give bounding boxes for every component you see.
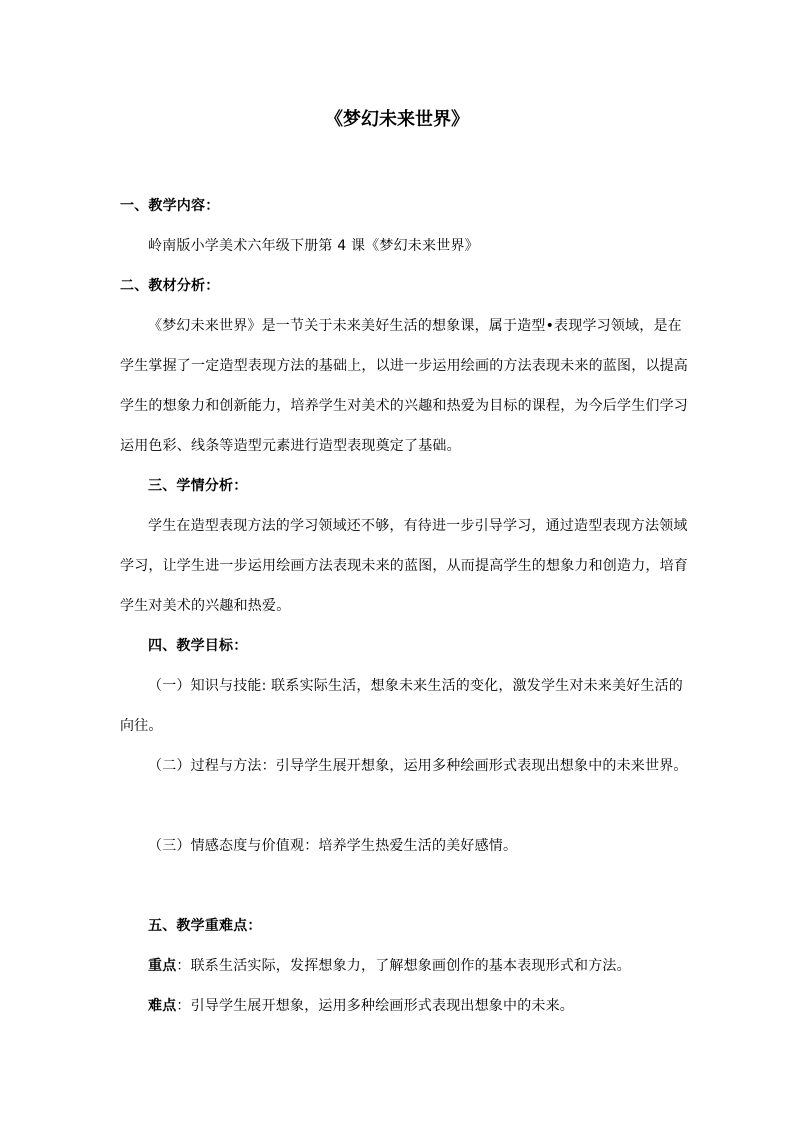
key-point-label: 重点 bbox=[148, 958, 177, 974]
goal-knowledge-line: （一）知识与技能: 联系实际生活，想象未来生活的变化，激发学生对未来美好生活的 bbox=[148, 678, 683, 694]
learners-line: 学生对美术的兴趣和热爱。 bbox=[120, 598, 291, 614]
key-point bbox=[148, 956, 631, 976]
analysis-line: 运用色彩、线条等造型元素进行造型表现奠定了基础。 bbox=[120, 438, 461, 454]
section-heading-goals: 四、教学目标： bbox=[148, 638, 248, 654]
goal-knowledge-line: 向往。 bbox=[120, 718, 163, 734]
difficult-point bbox=[148, 996, 574, 1016]
learners-line: 学生在造型表现方法的学习领域还不够，有待进一步引导学习，通过造型表现方法领域 bbox=[148, 518, 688, 534]
section-heading-analysis: 二、教材分析： bbox=[120, 278, 220, 294]
section-heading-learners: 三、学情分析： bbox=[148, 478, 248, 494]
section-heading-content: 一、教学内容： bbox=[120, 198, 220, 214]
difficult-point-label: 难点 bbox=[148, 998, 177, 1014]
goal-process: （二）过程与方法：引导学生展开想象，运用多种绘画形式表现出想象中的未来世界。 bbox=[148, 758, 688, 774]
document-title: 《梦幻未来世界》 bbox=[325, 109, 469, 130]
analysis-line: 学生的想象力和创新能力，培养学生对美术的兴趣和热爱为目标的课程，为今后学生们学习 bbox=[120, 398, 688, 414]
analysis-line: 《梦幻未来世界》是一节关于未来美好生活的想象课，属于造型•表现学习领域，是在 bbox=[148, 318, 682, 334]
goal-emotion: （三）情感态度与价值观：培养学生热爱生活的美好感情。 bbox=[148, 838, 518, 854]
difficult-point-text: ：引导学生展开想象，运用多种绘画形式表现出想象中的未来。 bbox=[176, 998, 575, 1014]
section-heading-keypoints: 五、教学重难点： bbox=[148, 918, 262, 934]
learners-line: 学习，让学生进一步运用绘画方法表现未来的蓝图，从而提高学生的想象力和创造力，培育 bbox=[120, 558, 688, 574]
content-text: 岭南版小学美术六年级下册第 4 课《梦幻未来世界》 bbox=[148, 238, 479, 254]
key-point-text: ：联系生活实际，发挥想象力，了解想象画创作的基本表现形式和方法。 bbox=[176, 958, 631, 974]
analysis-line: 学生掌握了一定造型表现方法的基础上，以进一步运用绘画的方法表现未来的蓝图，以提高 bbox=[120, 358, 688, 374]
